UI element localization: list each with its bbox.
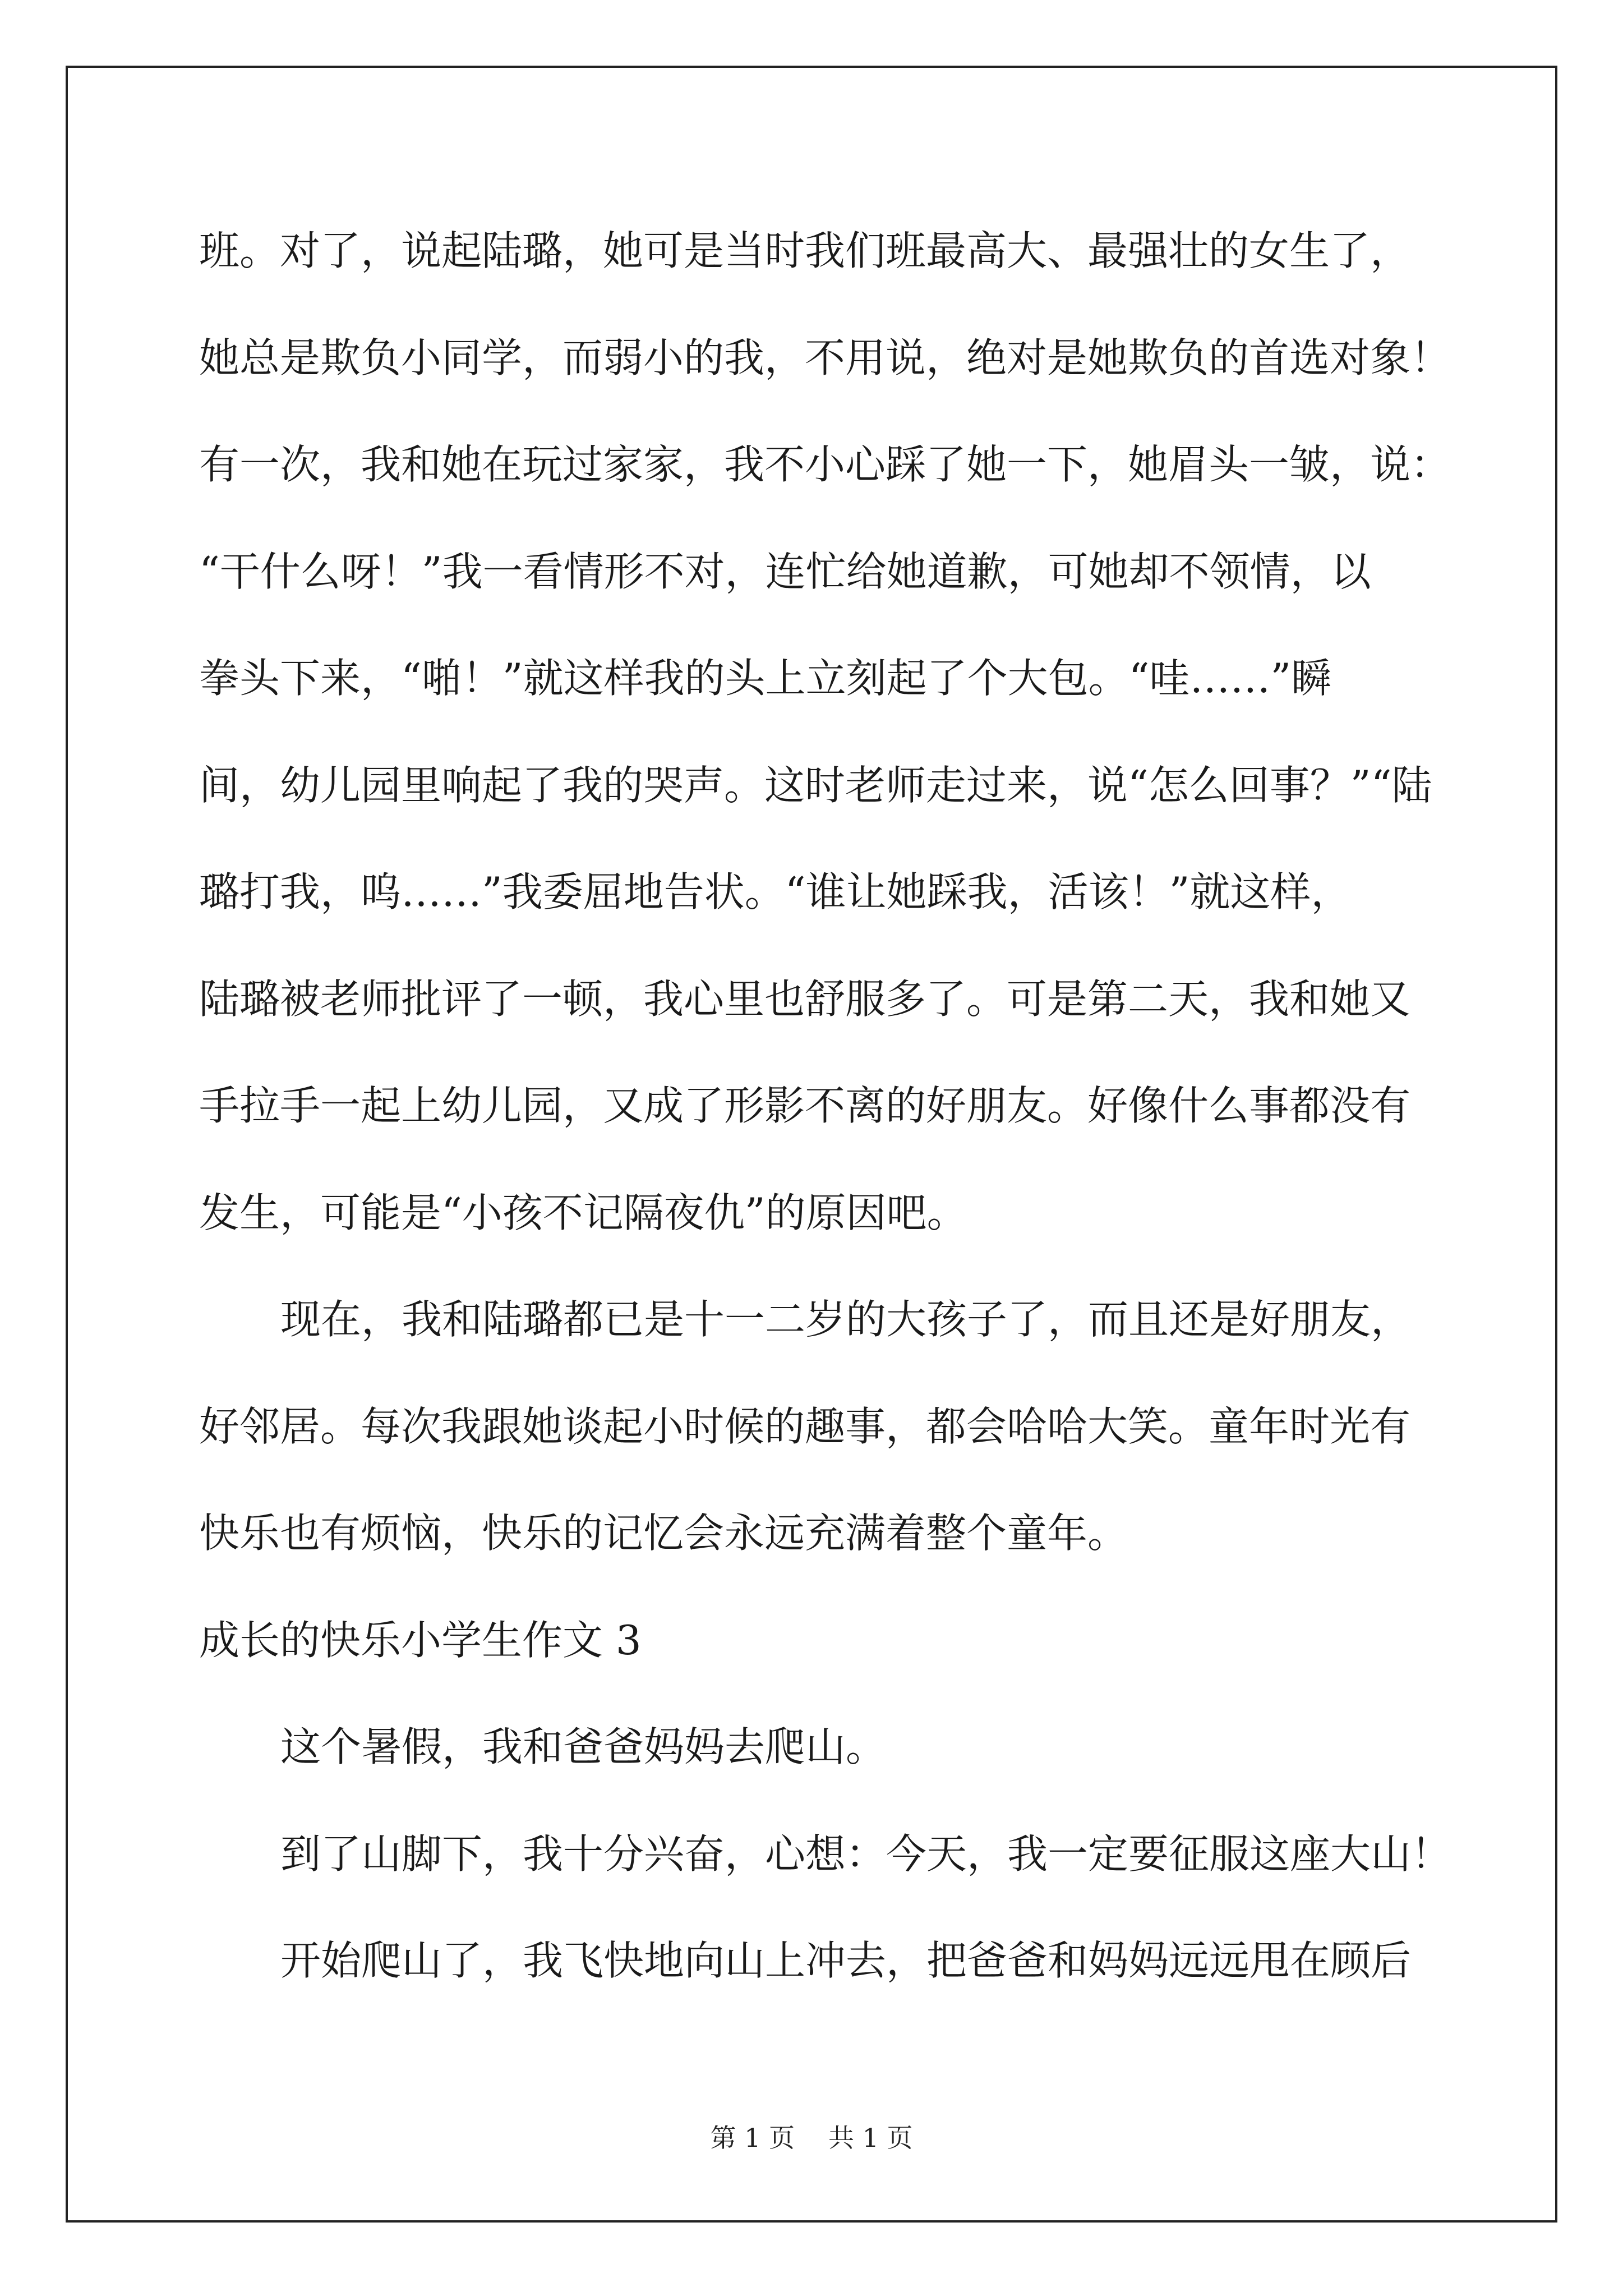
paragraph-start-line: 这个暑假，我和爸爸妈妈去爬山。 (280, 1723, 887, 1770)
text-line: “干什么呀！”我一看情形不对，连忙给她道歉，可她却不领情，以 (199, 548, 1371, 595)
text-line: 她总是欺负小同学，而弱小的我，不用说，绝对是她欺负的首选对象！ (199, 334, 1451, 381)
paragraph-start-line: 到了山脚下，我十分兴奋，心想：今天，我一定要征服这座大山！ (280, 1830, 1452, 1878)
paragraph-start-line: 开始爬山了，我飞快地向山上冲去，把爸爸和妈妈远远甩在顾后 (280, 1937, 1412, 1984)
text-line: 陆璐被老师批评了一顿，我心里也舒服多了。可是第二天，我和她又 (199, 976, 1411, 1023)
paragraph-start-line: 现在，我和陆璐都已是十一二岁的大孩子了，而且还是好朋友， (280, 1296, 1412, 1343)
text-line: 拳头下来，“啪！”就这样我的头上立刻起了个大包。“哇……”瞬 (199, 655, 1332, 702)
page-number: 第 1 页 (710, 2123, 795, 2153)
page-total: 共 1 页 (828, 2123, 913, 2153)
page-border (66, 66, 1557, 2223)
text-line: 间，幼儿园里响起了我的哭声。这时老师走过来，说“怎么回事？”“陆 (199, 762, 1432, 809)
text-line: 发生，可能是“小孩不记隔夜仇”的原因吧。 (199, 1189, 967, 1236)
section-heading: 成长的快乐小学生作文 3 (199, 1617, 642, 1664)
text-line: 手拉手一起上幼儿园，又成了形影不离的好朋友。好像什么事都没有 (199, 1082, 1411, 1129)
page-footer (0, 2118, 1623, 2155)
text-line: 有一次，我和她在玩过家家，我不小心踩了她一下，她眉头一皱，说： (199, 441, 1451, 488)
text-line: 班。对了，说起陆璐，她可是当时我们班最高大、最强壮的女生了， (199, 227, 1411, 274)
text-line: 好邻居。每次我跟她谈起小时候的趣事，都会哈哈大笑。童年时光有 (199, 1403, 1411, 1450)
text-line: 快乐也有烦恼，快乐的记忆会永远充满着整个童年。 (199, 1510, 1128, 1557)
text-line: 璐打我，呜……”我委屈地告状。“谁让她踩我，活该！”就这样， (199, 868, 1352, 915)
